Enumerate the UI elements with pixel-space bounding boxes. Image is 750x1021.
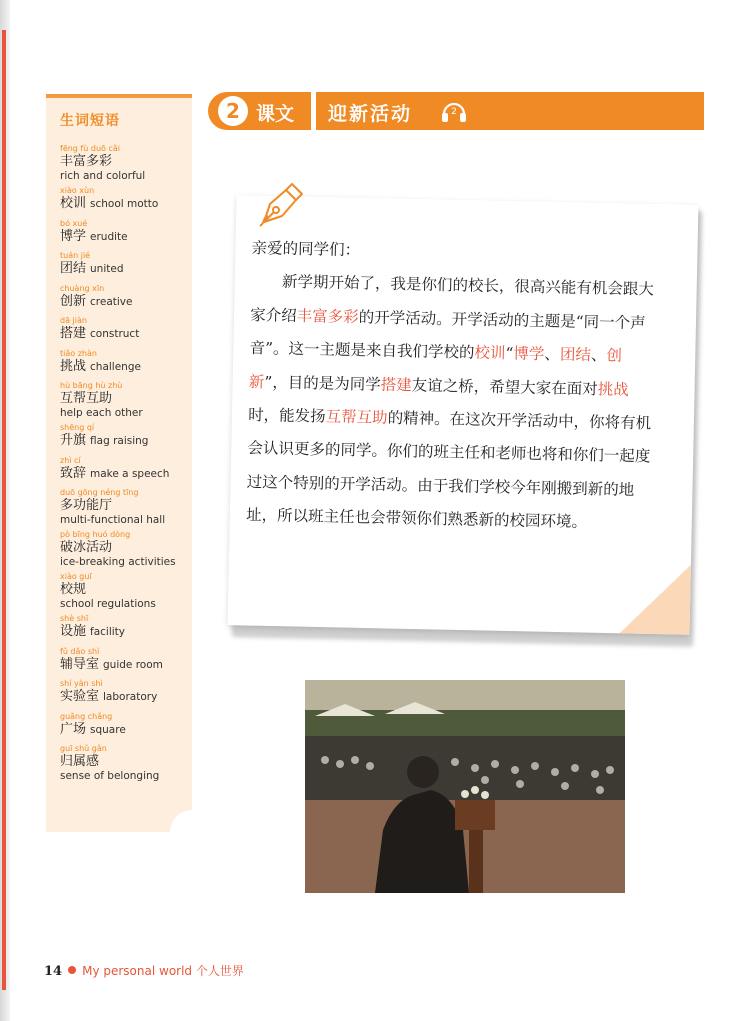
vocab-english: flag raising [90, 435, 149, 447]
vocab-hanzi-row [60, 623, 190, 641]
vocab-pinyin: fēng fù duō cǎi [60, 144, 120, 153]
unit-title-en: My personal world [82, 964, 193, 978]
highlighted-vocab: 博学 [513, 344, 545, 364]
vocab-english: challenge [90, 360, 141, 373]
vocab-hanzi-row [60, 465, 190, 483]
vocab-item [60, 572, 190, 611]
vocab-pinyin: fǔ dǎo shì [60, 646, 100, 656]
vocab-hanzi: 校训 [60, 196, 87, 211]
vocab-pinyin: tuán jié [60, 251, 91, 260]
vocab-hanzi: 升旗 [60, 433, 87, 448]
page-footer [44, 962, 244, 978]
vocab-hanzi: 广场 [60, 721, 87, 737]
highlighted-vocab: 挑战 [597, 379, 629, 399]
vocab-english: guide room [103, 658, 163, 671]
vocab-item [60, 316, 190, 343]
vocab-hanzi: 互帮互助 [60, 391, 113, 406]
vocab-english: laboratory [103, 691, 158, 703]
vocab-pinyin: xiào guī [60, 572, 92, 581]
vocab-item [60, 381, 190, 420]
letter-text: “ [505, 344, 514, 363]
vocab-item [60, 712, 190, 739]
vocab-hanzi: 校规 [60, 582, 87, 597]
vocab-hanzi: 设施 [60, 624, 87, 639]
vocab-hanzi-row [60, 358, 190, 376]
vocab-english: erudite [90, 230, 128, 243]
vocab-english: multi-functional hall [60, 514, 166, 526]
vocab-hanzi-row [60, 228, 190, 246]
letter-text: 、 [544, 345, 561, 364]
vocab-item [60, 219, 190, 246]
vocab-item [60, 530, 190, 569]
letter-text: ”，目的是为同学 [264, 372, 381, 394]
vocab-item [60, 144, 190, 183]
banner-divider [311, 92, 316, 130]
lesson-number: 2 [218, 96, 248, 126]
vocab-pinyin: shēng qí [60, 423, 95, 432]
vocab-item [60, 251, 190, 278]
vocab-item [60, 647, 190, 674]
page-number: 14 [44, 964, 63, 979]
vocab-english: help each other [60, 407, 143, 419]
vocab-english: square [90, 723, 126, 736]
vocab-item [60, 423, 190, 450]
vocab-hanzi-row [60, 153, 190, 170]
lesson-banner [208, 92, 704, 130]
vocab-hanzi-row [60, 497, 190, 514]
vocab-pinyin: guǎng chǎng [60, 711, 113, 721]
lesson-title: 迎新活动 [328, 103, 413, 125]
vocab-hanzi: 创新 [60, 293, 87, 309]
vocab-hanzi: 归属感 [60, 754, 100, 769]
letter-text: 友谊之桥，希望大家在面对 [411, 376, 598, 398]
vocab-hanzi: 破冰活动 [60, 540, 113, 555]
vocab-hanzi: 挑战 [60, 358, 87, 374]
vocab-hanzi-row [60, 539, 190, 556]
vocab-english: sense of belonging [60, 770, 160, 782]
vocab-english: construct [90, 328, 140, 340]
vocab-english: school regulations [60, 598, 156, 610]
vocab-hanzi-row [60, 753, 190, 770]
vocab-english: school motto [90, 198, 159, 210]
vocab-item [60, 679, 190, 706]
vocab-pinyin: duō gōng néng tīng [60, 488, 139, 497]
vocab-hanzi-row [60, 581, 190, 598]
vocab-pinyin: xiào xùn [60, 186, 95, 195]
vocab-item [60, 488, 190, 527]
letter-text: 的精神。在这次开学活动中，你将有机会认识更多的同学。你们的班主任和老师也将和你们一起度过这个特别的开学活动。由于我们学校今年刚搬到新的地址，所以班主任也会带领你们熟悉新的校园环境。 [245, 408, 652, 532]
vocab-hanzi: 辅导室 [60, 656, 100, 672]
vocab-pinyin: zhì cí [60, 455, 81, 465]
vocab-hanzi: 搭建 [60, 326, 87, 341]
vocab-hanzi: 丰富多彩 [60, 154, 113, 169]
highlighted-vocab: 团结 [559, 345, 592, 365]
footer-dot [68, 966, 76, 974]
vocab-english: united [90, 263, 124, 275]
headphones-icon[interactable] [440, 98, 468, 124]
vocab-pinyin: dā jiàn [60, 316, 87, 325]
vocab-item [60, 349, 190, 376]
vocab-english: creative [90, 295, 133, 308]
vocab-item [60, 284, 190, 311]
vocab-pinyin: bó xué [60, 218, 88, 228]
audio-track-number: 2 [451, 107, 457, 117]
vocab-english: facility [90, 626, 126, 638]
vocab-hanzi-row [60, 688, 190, 706]
vocab-hanzi-row [60, 721, 190, 739]
vocab-item [60, 744, 190, 783]
vocab-english: make a speech [90, 467, 170, 480]
card-folded-corner [619, 563, 690, 634]
vocab-pinyin: guī shǔ gǎn [60, 744, 107, 753]
vocab-hanzi-row [60, 432, 190, 450]
vocab-hanzi: 博学 [60, 228, 87, 244]
vocab-item [60, 614, 190, 641]
vocab-pinyin: pò bīng huó dòng [60, 530, 131, 539]
vocab-hanzi-row [60, 390, 190, 407]
vocab-pinyin: tiǎo zhàn [60, 348, 97, 358]
vocab-hanzi-row [60, 293, 190, 311]
highlighted-vocab: 创新 [248, 346, 623, 391]
unit-title-zh: 个人世界 [195, 964, 244, 978]
vocab-english: ice-breaking activities [60, 556, 176, 568]
vocab-item [60, 456, 190, 483]
highlighted-vocab: 校训 [474, 343, 506, 363]
vocab-hanzi: 实验室 [60, 689, 100, 704]
vocab-hanzi-row [60, 656, 190, 674]
letter-body [246, 232, 662, 541]
highlighted-vocab: 丰富多彩 [296, 306, 359, 327]
vocab-hanzi-row [60, 195, 190, 213]
vocab-english: rich and colorful [60, 170, 146, 182]
vocab-hanzi: 团结 [60, 261, 87, 276]
vocab-pinyin: shè shī [60, 614, 89, 623]
vocab-pinyin: shí yàn shì [60, 679, 103, 688]
photo-illustration [305, 680, 625, 893]
letter-text: 、 [590, 346, 607, 365]
letter-text: 时，能发扬 [247, 405, 326, 426]
vocab-hanzi: 多功能厅 [60, 498, 113, 513]
page-edge-stripe [2, 30, 6, 990]
highlighted-vocab: 搭建 [380, 375, 412, 395]
vocab-item [60, 186, 190, 213]
letter-greeting: 亲爱的同学们： [251, 238, 361, 260]
letter-text: 的开学活动。开学活动的主题是“同一个声音”。这一主题是来自我们学校的 [249, 308, 646, 362]
vocab-hanzi-row [60, 325, 190, 343]
vocab-pinyin: hù bāng hù zhù [60, 381, 123, 390]
letter-paragraph [246, 265, 662, 541]
vocab-hanzi-row [60, 260, 190, 278]
letter-text: 新学期开始了，我是你们的校长，很高兴能有机会跟大家介绍 [250, 273, 655, 325]
highlighted-vocab: 互帮互助 [325, 407, 388, 427]
assembly-photo [305, 680, 625, 893]
vocab-pinyin: chuàng xīn [60, 283, 105, 293]
vocabulary-sidebar [46, 94, 192, 832]
vocabulary-title: 生词短语 [60, 113, 120, 129]
vocab-hanzi: 致辞 [60, 465, 87, 481]
pen-nib-icon [256, 178, 308, 230]
vocabulary-list [60, 144, 190, 786]
lesson-label: 课文 [256, 103, 295, 125]
